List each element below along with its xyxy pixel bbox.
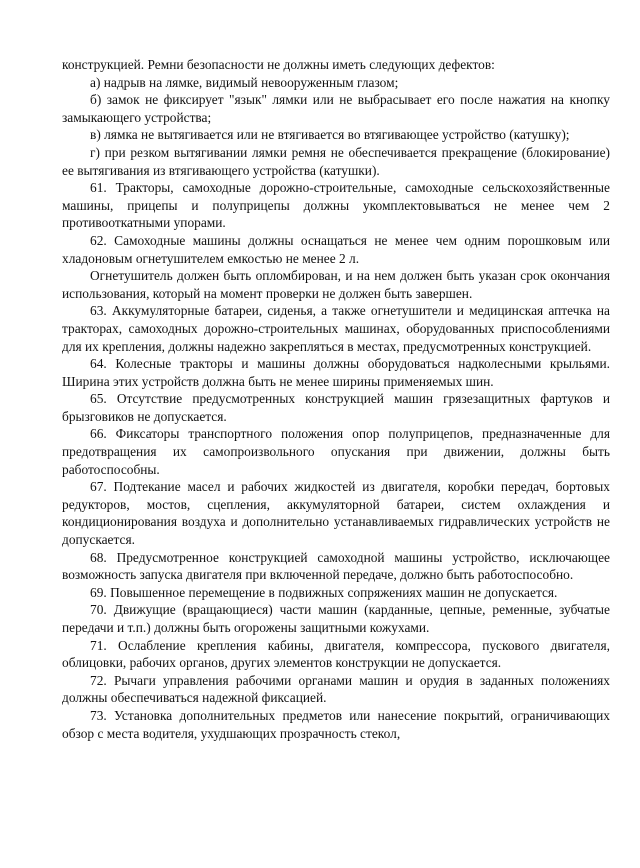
paragraph-66: 66. Фиксаторы транспортного положения опор полуприцепов, предназначенные для предотвращения их самопроизвольного опускания при движении, должны быть работоспособны. [62,426,610,477]
paragraph-70: 70. Движущие (вращающиеся) части машин (карданные, цепные, ременные, зубчатые передачи и т.п.) должны быть огорожены защитными кожухами. [62,602,610,635]
paragraph-67: 67. Подтекание масел и рабочих жидкостей из двигателя, коробки передач, бортовых редукторов, мостов, сцепления, аккумуляторной батареи, систем охлаждения и кондиционирования воздуха и дополнительно устанавливаемых гидравлических устройств не допускается. [62,479,610,548]
paragraph-defect-b: б) замок не фиксирует "язык" лямки или не выбрасывает его после нажатия на кнопку замыкающего устройства; [62,92,610,125]
document-page [62,56,610,742]
paragraph-65: 65. Отсутствие предусмотренных конструкцией машин грязезащитных фартуков и брызговиков не допускается. [62,391,610,424]
paragraph-continuation: конструкцией. Ремни безопасности не должны иметь следующих дефектов: [62,57,495,72]
paragraph-63: 63. Аккумуляторные батареи, сиденья, а также огнетушители и медицинская аптечка на тракторах, самоходных дорожно-строительных машинах, оборудованных приспособлениями для их крепления, должны надежно закрепляться в местах, предусмотренных конструкцией. [62,303,610,354]
paragraph-defect-g: г) при резком вытягивании лямки ремня не обеспечивается прекращение (блокирование) ее вытягивания из втягивающего устройства (катушки). [62,144,610,178]
paragraph-defect-a: а) надрыв на лямке, видимый невооруженным глазом; [90,74,399,90]
paragraph-68: 68. Предусмотренное конструкцией самоходной машины устройство, исключающее возможность запуска двигателя при включенной передаче, должно быть работоспособно. [62,549,610,583]
paragraph-71: 71. Ослабление крепления кабины, двигателя, компрессора, пускового двигателя, облицовки, рабочих органов, других элементов конструкции не допускается. [62,637,610,671]
paragraph-defect-v: в) лямка не вытягивается или не втягивается во втягивающее устройство (катушку); [90,127,570,143]
paragraph-64: 64. Колесные тракторы и машины должны оборудоваться надколесными крыльями. Ширина этих устройств должна быть не менее ширины применяемых шин. [62,356,610,389]
paragraph-62: 62. Самоходные машины должны оснащаться не менее чем одним порошковым или хладоновым огнетушителем емкостью не менее 2 л. [62,232,610,266]
paragraph-61: 61. Тракторы, самоходные дорожно-строительные, самоходные сельскохозяйственные машины, прицепы и полуприцепы должны укомплектовываться не менее чем 2 противооткатными упорами. [62,180,610,231]
paragraph-62-extinguisher: Огнетушитель должен быть опломбирован, и на нем должен быть указан срок окончания использования, который на момент проверки не должен быть завершен. [62,268,610,301]
paragraph-73: 73. Установка дополнительных предметов или нанесение покрытий, ограничивающих обзор с места водителя, ухудшающих прозрачность стекол, [62,707,610,741]
paragraph-69: 69. Повышенное перемещение в подвижных сопряжениях машин не допускается. [90,584,558,600]
paragraph-72: 72. Рычаги управления рабочими органами машин и орудия в заданных положениях должны обеспечиваться надежной фиксацией. [62,672,610,706]
